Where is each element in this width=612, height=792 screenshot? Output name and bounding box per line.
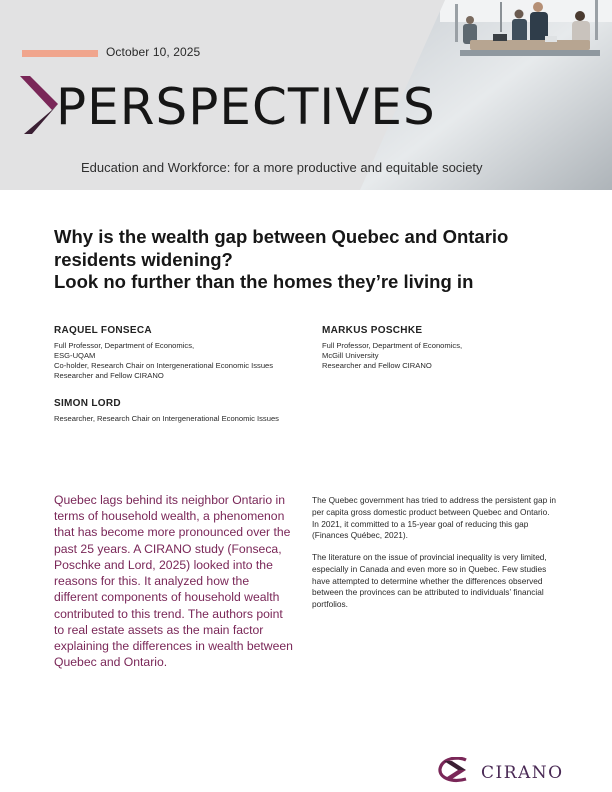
author-affiliation: Researcher, Research Chair on Intergenerational Economic Issues (54, 414, 279, 424)
author-affiliation: McGill University (322, 351, 379, 361)
title-line: Look no further than the homes they’re living in (54, 271, 474, 293)
author-affiliation: Co-holder, Research Chair on Intergenerational Economic Issues (54, 361, 274, 371)
cirano-wordmark: CIRANO (481, 763, 564, 783)
title-line: Why is the wealth gap between Quebec and Ontario (54, 226, 509, 247)
article-title (54, 226, 564, 294)
author-name: MARKUS POSCHKE (322, 325, 423, 336)
body-column (312, 495, 557, 621)
lead-paragraph: Quebec lags behind its neighbor Ontario in terms of household wealth, a phenomenon that has become more pronounced over the past 25 years. A CIRANO study (Fonseca, Poschke and Lord, 2025) looked into the reasons for this. It analyzed how the different components of household wealth contributed to this trend. The authors point to real estate assets as the main factor explaining the differences in wealth between Quebec and Ontario. (54, 493, 293, 670)
masthead-title: PERSPECTIVES (56, 78, 436, 136)
accent-bar (22, 50, 98, 57)
author-lord (54, 397, 279, 424)
title-line: residents widening? (54, 248, 233, 270)
body-paragraph: The Quebec government has tried to address the persistent gap in per capita gross domestic product between Quebec and Ontario. In 2021, it committed to a 15-year goal of reducing this gap (Finances Québec, 2021). (312, 495, 556, 541)
tagline: Education and Workforce: for a more productive and equitable society (81, 160, 483, 175)
author-fonseca (54, 324, 273, 381)
publication-date: October 10, 2025 (106, 45, 201, 59)
cirano-logo-icon (436, 757, 476, 783)
author-affiliation: Researcher and Fellow CIRANO (54, 371, 164, 381)
author-affiliation: Researcher and Fellow CIRANO (322, 361, 432, 371)
author-affiliation: Full Professor, Department of Economics, (322, 341, 463, 351)
author-poschke (322, 324, 462, 371)
author-name: SIMON LORD (54, 398, 121, 409)
body-paragraph: The literature on the issue of provincial inequality is very limited, especially in Canada and even more so in Quebec. Few studies have attempted to determine whether the differences observed between the provinces can be attributed to individuals’ financial portfolios. (312, 552, 547, 610)
author-affiliation: Full Professor, Department of Economics, (54, 341, 195, 351)
author-name: RAQUEL FONSECA (54, 325, 152, 336)
author-affiliation: ESG-UQAM (54, 351, 96, 361)
